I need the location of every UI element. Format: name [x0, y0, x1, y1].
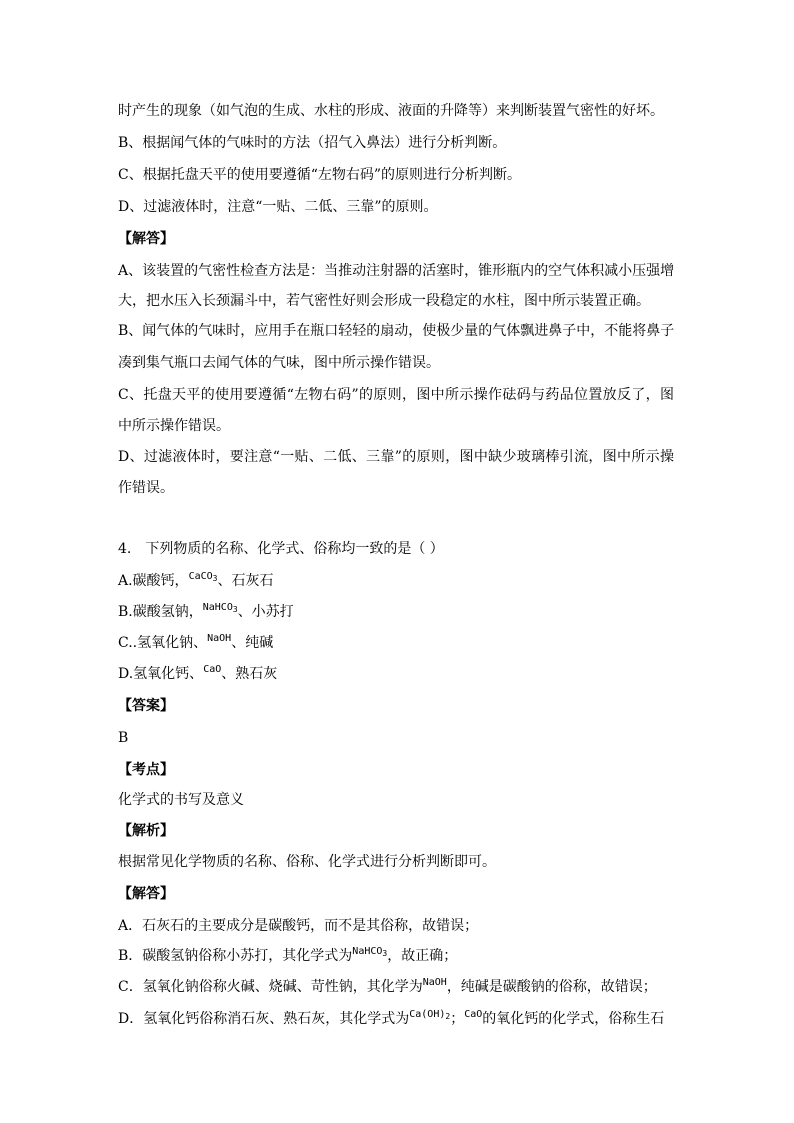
- solution-d: [118, 1010, 664, 1030]
- knowledge-point: 化学式的书写及意义: [118, 792, 244, 808]
- solution-c: [118, 978, 657, 998]
- option-text: A.碳酸钙，: [118, 573, 189, 589]
- solution-a: A．石灰石的主要成分是碳酸钙，而不是其俗称，故错误；: [118, 918, 479, 934]
- text-line: C、托盘天平的使用要遵循“左物右码”的原则，图中所示操作砝码与药品位置放反了，图: [118, 387, 674, 403]
- text-line: 大，把水压入长颈漏斗中，若气密性好则会形成一段稳定的水柱，图中所示装置正确。: [118, 293, 650, 309]
- text-line: B、闻气体的气味时，应用手在瓶口轻轻的扇动，使极少量的气体飘进鼻子中，不能将鼻子: [118, 323, 675, 339]
- option-a: [118, 572, 273, 592]
- option-text: C..氢氧化钠、: [118, 635, 208, 651]
- solution-text: C．氢氧化钠俗称火碱、烧碱、苛性钠，其化学为: [118, 979, 423, 995]
- formula: Ca(OH)2: [409, 1009, 451, 1021]
- section-heading: 【答案】: [118, 698, 174, 714]
- formula: CaO: [203, 664, 222, 675]
- text-line: D、过滤液体时，注意“一贴、二低、三靠”的原则。: [118, 199, 438, 215]
- text-line: A、该装置的气密性检查方法是：当推动注射器的活塞时，锥形瓶内的空气体积减小压强增: [118, 263, 675, 279]
- formula: NaHCO3: [202, 602, 238, 614]
- text-line: C、根据托盘天平的使用要遵循“左物右码”的原则进行分析判断。: [118, 167, 522, 183]
- solution-text: 的氧化钙的化学式，俗称生石: [482, 1011, 665, 1027]
- text-line: D、过滤液体时，要注意“一贴、二低、三靠”的原则，图中缺少玻璃棒引流，图中所示操: [118, 449, 674, 465]
- option-c: [118, 634, 273, 654]
- section-heading: 【考点】: [118, 762, 174, 778]
- text-line: 时产生的现象（如气泡的生成、水柱的形成、液面的升降等）来判断装置气密性的好坏。: [118, 103, 664, 119]
- formula: CaO: [464, 1009, 483, 1020]
- question-4: 4. 下列物质的名称、化学式、俗称均一致的是（ ）: [118, 541, 444, 557]
- formula: NaOH: [207, 633, 232, 644]
- solution-b: [118, 947, 457, 967]
- option-d: [118, 665, 277, 685]
- option-text: D.氢氧化钙、: [118, 666, 204, 682]
- answer: B: [118, 730, 129, 746]
- option-text: 、熟石灰: [221, 666, 278, 682]
- option-text: 、小苏打: [237, 604, 294, 620]
- solution-text: ，纯碱是碳酸钠的俗称，故错误；: [446, 979, 657, 995]
- solution-text: D．氢氧化钙俗称消石灰、熟石灰，其化学式为: [118, 1011, 410, 1027]
- formula: NaHCO3: [352, 946, 388, 958]
- solution-text: ；: [450, 1011, 465, 1027]
- section-heading: 【解析】: [118, 823, 174, 839]
- section-heading: 【解答】: [118, 231, 174, 247]
- analysis: 根据常见化学物质的名称、俗称、化学式进行分析判断即可。: [118, 854, 496, 870]
- text-line: 中所示操作错误。: [118, 418, 230, 434]
- section-heading: 【解答】: [118, 886, 174, 902]
- text-line: 作错误。: [118, 480, 174, 496]
- formula: CaCO3: [188, 571, 218, 583]
- option-text: 、石灰石: [217, 573, 274, 589]
- option-b: [118, 603, 294, 623]
- text-line: B、根据闻气体的气味时的方法（招气入鼻法）进行分析判断。: [118, 135, 507, 151]
- solution-text: B．碳酸氢钠俗称小苏打，其化学式为: [118, 948, 353, 964]
- solution-text: ，故正确；: [387, 948, 458, 964]
- option-text: B.碳酸氢钠，: [118, 604, 203, 620]
- text-line: 凑到集气瓶口去闻气体的气味，图中所示操作错误。: [118, 355, 440, 371]
- option-text: 、纯碱: [231, 635, 274, 651]
- formula: NaOH: [422, 977, 447, 988]
